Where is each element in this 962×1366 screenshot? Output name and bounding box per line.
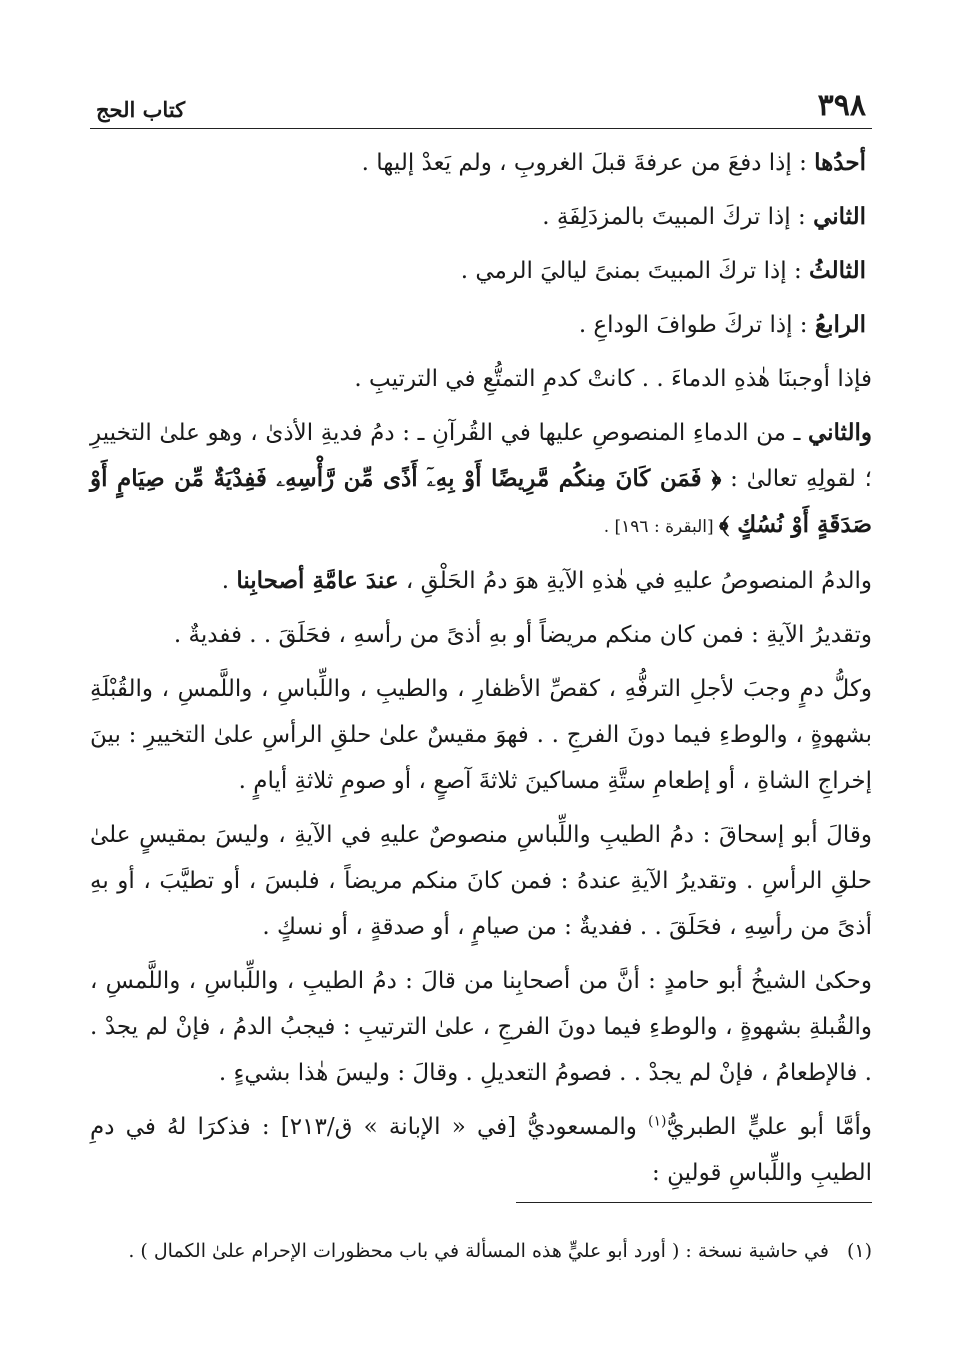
page-number: ٣٩٨ — [817, 88, 866, 123]
list-item — [90, 140, 872, 186]
list-item-text: إذا تركَ المبيتَ بالمزدَلِفَةِ . — [542, 204, 791, 230]
paragraph — [90, 558, 872, 604]
list-item-text: إذا تركَ طوافَ الوداعِ . — [578, 312, 793, 338]
paragraph: وكلُّ دمٍ وجبَ لأجلِ الترفُّهِ ، كقصِّ الأظفارِ ، والطيبِ ، واللِّباسِ ، واللَّمسِ ، والقُبْلَةِ بشهوةٍ ، والوطءِ فيما دونَ الفرجِ . . فهوَ مقيسٌ علىٰ حلقِ الرأسِ علىٰ التخييرِ : بينَ إخراجِ الشاةِ ، أو إطعامِ ستَّةِ مساكينَ ثلاثةَ آصعٍ ، أو صومِ ثلاثةِ أيامٍ . — [90, 676, 872, 794]
paragraph-text: ـ من الدماءِ المنصوصِ عليها في القُرآنِ ـ : دمُ فديةِ الأذىٰ ، وهو علىٰ التخييرِ ؛ لقولِهِ تعالىٰ : — [90, 420, 872, 492]
list-item-separator: : — [792, 312, 815, 338]
verse-reference: [البقرة : ١٩٦] . — [603, 517, 720, 537]
list-item — [90, 194, 872, 240]
footnote — [90, 1236, 872, 1266]
paragraph-text: وأمَّا أبو عليٍّ الطبريُّ — [666, 1114, 872, 1140]
list-item — [90, 248, 872, 294]
paragraph: وتقديرُ الآيةِ : فمن كان منكم مريضاً أو بهِ أذىً من رأسهِ ، فحَلَقَ . . ففديةٌ . — [173, 622, 872, 648]
paragraph — [90, 1104, 872, 1196]
paragraph-label: والثاني — [807, 419, 872, 446]
list-item-label: الثالثُ — [809, 257, 866, 284]
paragraph: فإذا أوجبنَا هٰذهِ الدماءَ . . كانتْ كدمِ التمتُّعِ في الترتيبِ . — [354, 366, 872, 392]
footnote-number: (١) — [846, 1240, 872, 1262]
list-item-separator: : — [791, 150, 815, 176]
list-item — [90, 302, 872, 348]
paragraph: وقالَ أبو إسحاقَ : دمُ الطيبِ واللِّباسِ منصوصٌ عليهِ في الآيةِ ، وليسَ بمقيسٍ علىٰ حلقِ الرأسِ . وتقديرُ الآيةِ عندهُ : فمن كانَ منكم مريضاً ، فلبسَ ، أو تطيَّبَ ، أو بهِ أذىً من رأسِهِ ، فحَلَقَ . . ففديةٌ : من صيامٍ ، أو صدقةٍ ، أو نسكٍ . — [90, 822, 872, 940]
paragraph-emphasis: عندَ عامَّةِ أصحابِنا — [236, 567, 399, 594]
list-item-separator: : — [786, 258, 810, 284]
paragraph-text: والدمُ المنصوصُ عليهِ في هٰذهِ الآيةِ هوَ دمُ الحَلْقِ ، — [398, 568, 872, 594]
footnote-text: في حاشية نسخة : ( أورد أبو عليٍّ هذه المسألة في باب محظورات الإحرام علىٰ الكمال ) . — [128, 1240, 829, 1262]
list-item-separator: : — [790, 204, 814, 230]
list-item-label: الثاني — [813, 203, 866, 230]
main-text — [90, 140, 872, 1204]
footnote-divider — [516, 1202, 872, 1203]
list-item-label: أحدُها — [814, 149, 866, 176]
footnote-marker: (١) — [648, 1113, 667, 1130]
list-item-text: إذا تركَ المبيتَ بمنىً لياليَ الرمي . — [460, 258, 787, 284]
list-item-label: الرابعُ — [814, 311, 866, 338]
paragraph: وحكىٰ الشيخُ أبو حامدٍ : أنَّ من أصحابِنا من قالَ : دمُ الطيبِ ، واللِّباسِ ، واللَّمسِ ، والقُبلةِ بشهوةٍ ، والوطءِ فيما دونَ الفرجِ ، علىٰ الترتيبِ : فيجبُ الدمُ ، فإنْ لم يجدْ . . فالإطعامُ ، فإنْ لم يجدْ . . فصومُ التعديلِ . وقالَ : وليسَ هٰذا بشيءٍ . — [90, 968, 872, 1086]
book-title: كتاب الحج — [96, 97, 186, 122]
paragraph-text: . — [221, 568, 237, 594]
running-header — [90, 88, 872, 129]
list-item-text: إذا دفعَ من عرفةَ قبلَ الغروبِ ، ولم يَعدْ إليها . — [361, 150, 792, 176]
paragraph-text: والمسعوديُّ [في « الإبانة » ق/٢١٣] : فذكرَا لهُ في دمِ الطيبِ واللِّباسِ قولينِ : — [90, 1114, 872, 1186]
paragraph — [90, 410, 872, 550]
quran-verse: ﴿ فَمَن كَانَ مِنكُم مَّرِيضًا أَوْ بِهِۦٓ أَذًى مِّن رَّأْسِهِۦ فَفِدْيَةٌ مِّن صِيَامٍ أَوْ صَدَقَةٍ أَوْ نُسُكٍ ﴾ — [90, 465, 872, 538]
